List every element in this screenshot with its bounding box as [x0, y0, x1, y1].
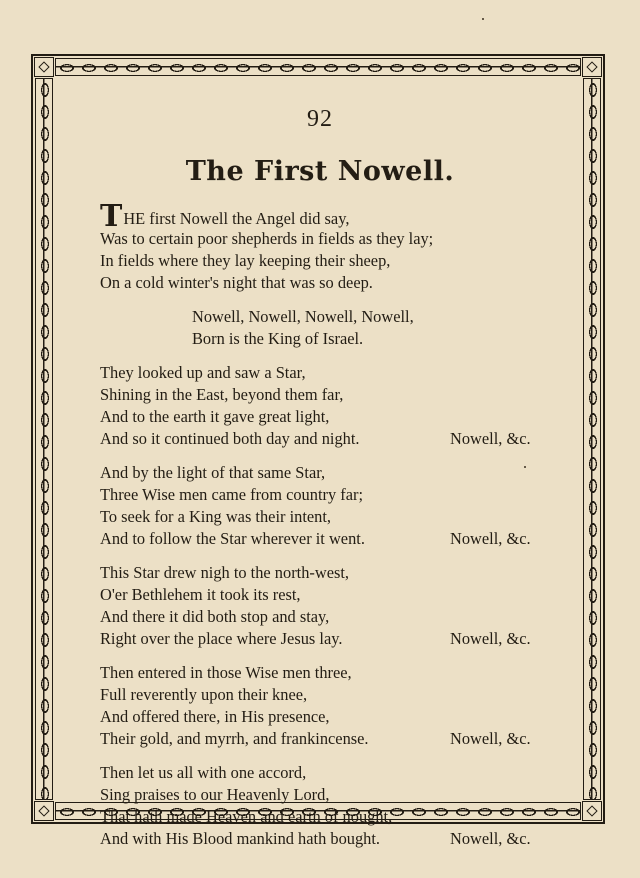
stanza-3 [100, 462, 560, 550]
verse-line [100, 628, 560, 650]
border-corner-ornament [582, 57, 602, 77]
refrain-marker: Nowell, &c. [450, 629, 531, 648]
verse-line: Three Wise men came from country far; [100, 485, 363, 504]
verse-line: Then entered in those Wise men three, [100, 663, 352, 682]
verse-line: And there it did both stop and stay, [100, 607, 330, 626]
drop-cap: T [100, 199, 123, 234]
verse-line-text: Their gold, and myrrh, and frankincense. [100, 729, 369, 748]
verse-line: And offered there, in His presence, [100, 707, 330, 726]
verse-line: They looked up and saw a Star, [100, 363, 306, 382]
border-corner-ornament [34, 57, 54, 77]
border-corner-ornament [582, 801, 602, 821]
verse-line: And to the earth it gave great light, [100, 407, 330, 426]
stanza-1 [100, 199, 560, 294]
stanza-2 [100, 362, 560, 450]
verse-line-text: And with His Blood mankind hath bought. [100, 829, 381, 848]
refrain-marker: Nowell, &c. [450, 529, 531, 548]
refrain-marker: Nowell, &c. [450, 829, 531, 848]
verse-line: O'er Bethlehem it took its rest, [100, 585, 301, 604]
verse-line [100, 199, 560, 234]
verse-line: Was to certain poor shepherds in fields as they lay; [100, 229, 434, 248]
page-number: 92 [307, 106, 333, 132]
chorus-line: Nowell, Nowell, Nowell, Nowell, [192, 307, 414, 326]
verse-line: In fields where they lay keeping their sheep, [100, 251, 391, 270]
verse-line: That hath made Heaven and earth of nought, [100, 807, 393, 826]
verse-line [100, 428, 560, 450]
verse-line: To seek for a King was their intent, [100, 507, 331, 526]
hymn-title: The First Nowell. [185, 156, 455, 187]
verse-line: Then let us all with one accord, [100, 763, 307, 782]
verse-line [100, 728, 560, 750]
border-corner-ornament [34, 801, 54, 821]
verse-line: And by the light of that same Star, [100, 463, 326, 482]
border-band-top [55, 58, 581, 76]
verse-line: Shining in the East, beyond them far, [100, 385, 344, 404]
chorus-line: Born is the King of Israel. [192, 329, 364, 348]
paper-speck [482, 18, 484, 20]
verse-line [100, 828, 560, 850]
verse-line-text: HE first Nowell the Angel did say, [123, 209, 350, 228]
verse-line: This Star drew nigh to the north-west, [100, 563, 350, 582]
chorus [100, 306, 560, 350]
verse-line: Sing praises to our Heavenly Lord, [100, 785, 330, 804]
verse-line-text: And so it continued both day and night. [100, 429, 360, 448]
verse-line-text: Right over the place where Jesus lay. [100, 629, 343, 648]
hymn-text [100, 199, 560, 862]
verse-line: Full reverently upon their knee, [100, 685, 308, 704]
verse-line-text: And to follow the Star wherever it went. [100, 529, 365, 548]
refrain-marker: Nowell, &c. [450, 729, 531, 748]
refrain-marker: Nowell, &c. [450, 429, 531, 448]
verse-line [100, 528, 560, 550]
stanza-4 [100, 562, 560, 650]
verse-line: On a cold winter's night that was so deep. [100, 273, 373, 292]
stanza-6 [100, 762, 560, 850]
stanza-5 [100, 662, 560, 750]
